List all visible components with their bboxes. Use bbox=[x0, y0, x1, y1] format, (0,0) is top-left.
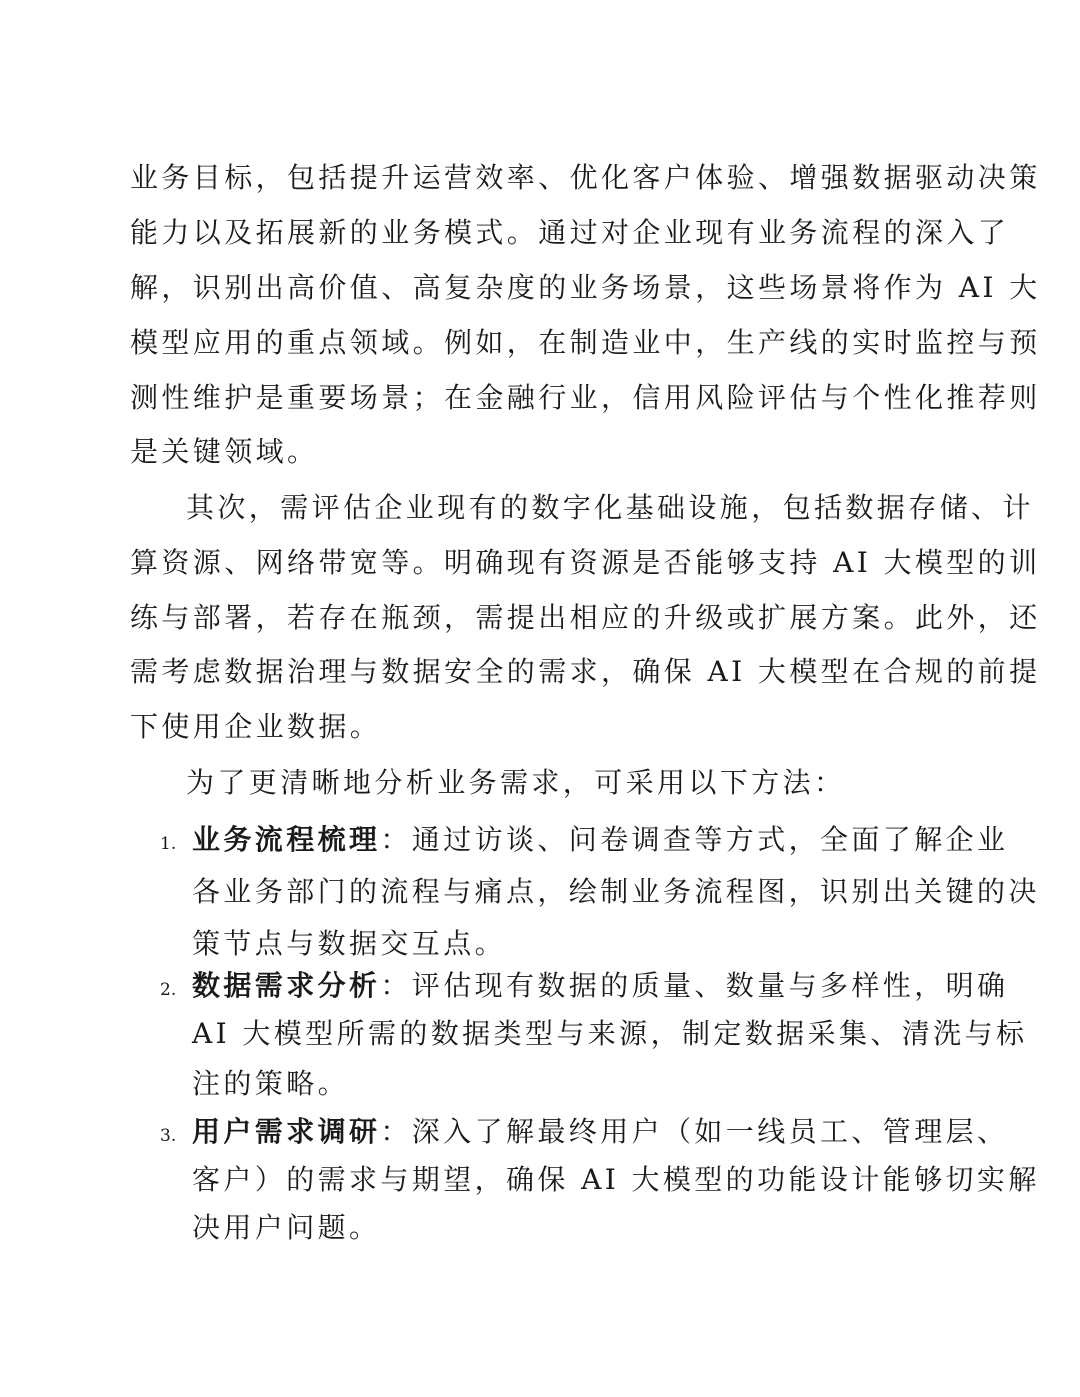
list-item-line: 决用户问题。 bbox=[192, 1211, 381, 1244]
list-item-title: 业务流程梳理 bbox=[192, 823, 381, 856]
paragraph-line: 需考虑数据治理与数据安全的需求，确保 AI 大模型在合规的前提 bbox=[130, 655, 1041, 688]
list-item-title: 用户需求调研 bbox=[192, 1115, 381, 1148]
paragraph-line: 模型应用的重点领域。例如，在制造业中，生产线的实时监控与预 bbox=[130, 326, 1041, 359]
paragraph-line: 算资源、网络带宽等。明确现有资源是否能够支持 AI 大模型的训 bbox=[130, 546, 1041, 579]
paragraph-line: 业务目标，包括提升运营效率、优化客户体验、增强数据驱动决策 bbox=[130, 161, 1041, 194]
paragraph-line: 能力以及拓展新的业务模式。通过对企业现有业务流程的深入了 bbox=[130, 216, 1010, 249]
list-item-first-line bbox=[192, 968, 1008, 1004]
list-number: 1. bbox=[160, 834, 177, 854]
paragraph-line: 下使用企业数据。 bbox=[130, 710, 382, 743]
list-item-line: 客户）的需求与期望，确保 AI 大模型的功能设计能够切实解 bbox=[192, 1163, 1040, 1196]
list-item-line: 注的策略。 bbox=[192, 1067, 350, 1100]
list-number: 3. bbox=[160, 1126, 177, 1146]
list-item-text: ：评估现有数据的质量、数量与多样性，明确 bbox=[380, 969, 1009, 1002]
list-item-text: ：通过访谈、问卷调查等方式，全面了解企业 bbox=[380, 823, 1009, 856]
list-item-first-line bbox=[192, 822, 1008, 858]
paragraph-line: 测性维护是重要场景；在金融行业，信用风险评估与个性化推荐则 bbox=[130, 381, 1041, 414]
list-item-line: AI 大模型所需的数据类型与来源，制定数据采集、清洗与标 bbox=[192, 1017, 1028, 1050]
paragraph-line: 练与部署，若存在瓶颈，需提出相应的升级或扩展方案。此外，还 bbox=[130, 601, 1041, 634]
list-item-line: 各业务部门的流程与痛点，绘制业务流程图，识别出关键的决 bbox=[192, 875, 1040, 908]
paragraph-line: 其次，需评估企业现有的数字化基础设施，包括数据存储、计 bbox=[186, 491, 1034, 524]
list-item-title: 数据需求分析 bbox=[192, 969, 381, 1002]
list-item-first-line bbox=[192, 1114, 1008, 1150]
list-item-line: 策节点与数据交互点。 bbox=[192, 927, 507, 960]
list-item-text: ：深入了解最终用户（如一线员工、管理层、 bbox=[380, 1115, 1009, 1148]
paragraph-line: 是关键领域。 bbox=[130, 435, 319, 468]
paragraph-line: 为了更清晰地分析业务需求，可采用以下方法： bbox=[186, 766, 846, 799]
paragraph-line: 解，识别出高价值、高复杂度的业务场景，这些场景将作为 AI 大 bbox=[130, 271, 1041, 304]
list-number: 2. bbox=[160, 980, 177, 1000]
